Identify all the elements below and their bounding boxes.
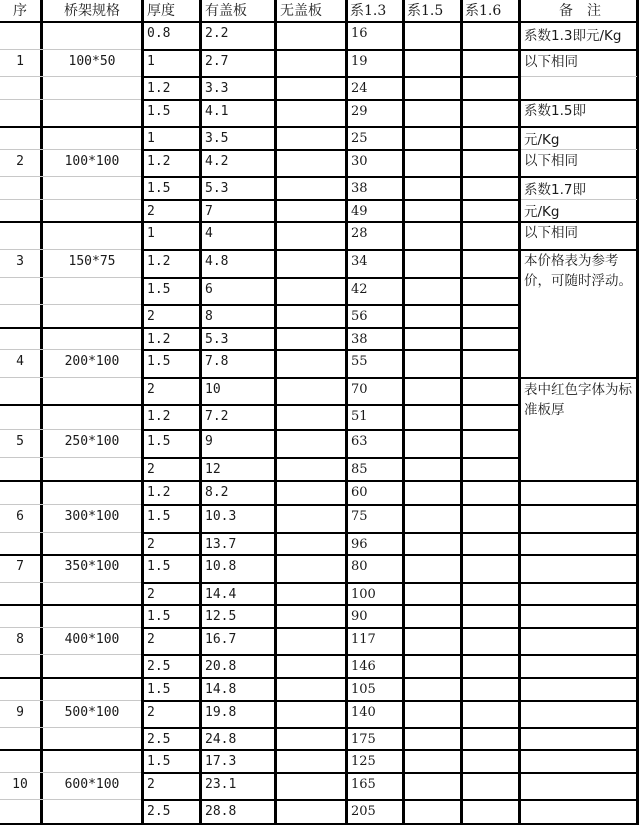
thickness-cell: 1.5 <box>147 609 171 624</box>
with-cover-cell: 2.7 <box>205 54 229 69</box>
seq-cell: 3 <box>16 254 24 269</box>
coef-1-3-cell: 75 <box>351 509 368 524</box>
spec-cell: 250*100 <box>64 434 120 449</box>
grid-line <box>0 49 141 50</box>
grid-line <box>518 554 639 556</box>
coef-1-3-cell: 51 <box>351 409 368 424</box>
thickness-cell: 1.5 <box>147 682 171 697</box>
grid-line <box>518 176 639 178</box>
coef-1-3-cell: 80 <box>351 559 368 574</box>
grid-line <box>518 604 639 606</box>
header-without-cover: 无盖板 <box>280 3 322 19</box>
with-cover-cell: 14.4 <box>205 587 237 602</box>
coef-1-3-cell: 165 <box>351 777 376 792</box>
header-with-cover: 有盖板 <box>205 3 247 19</box>
grid-line <box>518 654 639 656</box>
spec-cell: 400*100 <box>64 632 120 647</box>
grid-line <box>518 627 639 629</box>
grid-line <box>0 700 141 701</box>
thickness-cell: 1 <box>147 54 155 69</box>
thickness-cell: 1 <box>147 226 155 241</box>
grid-line <box>518 480 639 482</box>
grid-line <box>518 749 639 751</box>
grid-line <box>141 249 520 251</box>
header-coef-1-3: 系1.3 <box>350 3 387 19</box>
thickness-cell: 1 <box>147 131 155 146</box>
grid-line <box>0 582 141 583</box>
coef-1-3-cell: 117 <box>351 632 376 647</box>
coef-1-3-cell: 38 <box>351 181 368 196</box>
spec-cell: 350*100 <box>64 559 120 574</box>
grid-line <box>0 349 141 350</box>
grid-line <box>0 99 141 100</box>
coef-1-3-cell: 16 <box>351 26 368 41</box>
thickness-cell: 2.5 <box>147 659 171 674</box>
coef-1-3-cell: 105 <box>351 682 376 697</box>
thickness-cell: 1.2 <box>147 81 171 96</box>
with-cover-cell: 4.2 <box>205 154 229 169</box>
grid-line <box>141 554 520 556</box>
spec-cell: 200*100 <box>64 354 120 369</box>
with-cover-cell: 6 <box>205 282 213 297</box>
grid-line <box>141 349 520 351</box>
grid-line <box>0 554 142 556</box>
grid-line <box>0 677 142 679</box>
grid-line <box>0 277 141 278</box>
grid-line <box>518 377 639 379</box>
grid-line <box>141 327 520 329</box>
grid-line <box>0 480 142 482</box>
grid-line <box>141 76 520 78</box>
thickness-cell: 2 <box>147 587 155 602</box>
spec-cell: 600*100 <box>64 777 120 792</box>
header-spec: 桥架规格 <box>64 3 120 19</box>
thickness-cell: 2 <box>147 537 155 552</box>
thickness-cell: 2.5 <box>147 804 171 819</box>
thickness-cell: 1.2 <box>147 332 171 347</box>
with-cover-cell: 24.8 <box>205 732 237 747</box>
coef-1-3-cell: 175 <box>351 732 376 747</box>
with-cover-cell: 5.3 <box>205 332 229 347</box>
coef-1-3-cell: 125 <box>351 754 376 769</box>
grid-line <box>518 126 639 128</box>
spec-cell: 100*100 <box>64 154 120 169</box>
grid-line <box>141 221 520 223</box>
grid-line <box>518 99 639 101</box>
grid-line <box>0 457 141 458</box>
coef-1-3-cell: 96 <box>351 537 368 552</box>
grid-line <box>518 249 639 251</box>
with-cover-cell: 23.1 <box>205 777 237 792</box>
grid-line <box>0 429 141 430</box>
grid-line <box>518 221 639 223</box>
thickness-cell: 1.2 <box>147 485 171 500</box>
coef-1-3-cell: 49 <box>351 204 368 219</box>
grid-line <box>0 176 141 177</box>
grid-line <box>141 199 520 201</box>
spec-cell: 100*50 <box>68 54 116 69</box>
seq-cell: 5 <box>16 434 24 449</box>
grid-line <box>518 49 639 51</box>
seq-cell: 2 <box>16 154 24 169</box>
header-coef-1-5: 系1.5 <box>407 3 444 19</box>
with-cover-cell: 16.7 <box>205 632 237 647</box>
remark-10: 表中红色字体为标准板厚 <box>524 382 632 418</box>
thickness-cell: 1.2 <box>147 254 171 269</box>
grid-line <box>0 504 141 505</box>
thickness-cell: 2.5 <box>147 732 171 747</box>
coef-1-3-cell: 146 <box>351 659 376 674</box>
coef-1-3-cell: 205 <box>351 804 376 819</box>
seq-cell: 7 <box>16 559 24 574</box>
grid-line <box>141 654 520 656</box>
thickness-cell: 2 <box>147 204 155 219</box>
grid-line <box>141 799 520 801</box>
grid-line <box>0 654 141 655</box>
grid-line <box>518 582 639 584</box>
grid-line <box>518 532 639 534</box>
with-cover-cell: 20.8 <box>205 659 237 674</box>
grid-line <box>0 304 141 305</box>
coef-1-3-cell: 100 <box>351 587 376 602</box>
grid-line <box>0 126 142 128</box>
grid-line <box>518 677 639 679</box>
grid-line <box>0 404 142 406</box>
grid-line <box>141 772 520 774</box>
with-cover-cell: 4 <box>205 226 213 241</box>
with-cover-cell: 4.8 <box>205 254 229 269</box>
seq-cell: 10 <box>12 777 28 792</box>
with-cover-cell: 5.3 <box>205 181 229 196</box>
thickness-cell: 1.5 <box>147 434 171 449</box>
grid-line <box>0 749 142 751</box>
coef-1-3-cell: 42 <box>351 282 368 297</box>
grid-line <box>141 727 520 729</box>
with-cover-cell: 14.8 <box>205 682 237 697</box>
grid-line <box>141 457 520 459</box>
grid-line <box>141 627 520 629</box>
grid-line <box>0 532 141 533</box>
thickness-cell: 2 <box>147 777 155 792</box>
grid-line <box>141 304 520 306</box>
grid-line <box>521 199 637 200</box>
with-cover-cell: 13.7 <box>205 537 237 552</box>
thickness-cell: 1.5 <box>147 104 171 119</box>
thickness-cell: 1.5 <box>147 354 171 369</box>
seq-cell: 8 <box>16 632 24 647</box>
seq-cell: 9 <box>16 705 24 720</box>
thickness-cell: 0.8 <box>147 26 171 41</box>
remark-7: 元/Kg <box>524 204 560 220</box>
thickness-cell: 2 <box>147 382 155 397</box>
remark-3: 系数1.5即 <box>524 103 586 119</box>
thickness-cell: 1.5 <box>147 754 171 769</box>
coef-1-3-cell: 90 <box>351 609 368 624</box>
remark-2: 以下相同 <box>524 54 578 70</box>
grid-line <box>0 799 141 800</box>
spec-cell: 300*100 <box>64 509 120 524</box>
with-cover-cell: 19.8 <box>205 705 237 720</box>
grid-line <box>0 627 141 628</box>
coef-1-3-cell: 30 <box>351 154 368 169</box>
with-cover-cell: 7.8 <box>205 354 229 369</box>
grid-line <box>518 700 639 702</box>
remark-1: 系数1.3即元/Kg <box>524 28 622 44</box>
grid-line <box>518 772 639 774</box>
grid-line <box>141 700 520 702</box>
header-thickness: 厚度 <box>147 3 175 19</box>
with-cover-cell: 7 <box>205 204 213 219</box>
coef-1-3-cell: 70 <box>351 382 368 397</box>
grid-line <box>141 677 520 679</box>
with-cover-cell: 9 <box>205 434 213 449</box>
thickness-cell: 2 <box>147 705 155 720</box>
coef-1-3-cell: 55 <box>351 354 368 369</box>
grid-line <box>0 199 141 200</box>
coef-1-3-cell: 29 <box>351 104 368 119</box>
remark-9: 本价格表为参考价，可随时浮动。 <box>524 253 632 289</box>
grid-line <box>141 504 520 506</box>
grid-line <box>518 799 639 801</box>
grid-line <box>0 772 141 773</box>
coef-1-3-cell: 85 <box>351 462 368 477</box>
grid-line <box>518 504 639 506</box>
grid-line <box>0 221 142 223</box>
grid-line <box>521 76 637 77</box>
grid-line <box>0 377 141 378</box>
thickness-cell: 1.5 <box>147 282 171 297</box>
grid-line <box>521 149 637 150</box>
header-remarks: 备 注 <box>559 3 601 19</box>
with-cover-cell: 4.1 <box>205 104 229 119</box>
seq-cell: 1 <box>16 54 24 69</box>
coef-1-3-cell: 38 <box>351 332 368 347</box>
grid-line <box>141 429 520 431</box>
grid-line <box>141 176 520 178</box>
remark-8: 以下相同 <box>524 225 578 241</box>
with-cover-cell: 17.3 <box>205 754 237 769</box>
grid-line <box>0 249 141 250</box>
coef-1-3-cell: 34 <box>351 254 368 269</box>
coef-1-3-cell: 140 <box>351 705 376 720</box>
grid-line <box>0 604 142 606</box>
with-cover-cell: 8 <box>205 309 213 324</box>
grid-line <box>0 149 141 150</box>
coef-1-3-cell: 25 <box>351 131 368 146</box>
coef-1-3-cell: 56 <box>351 309 368 324</box>
remark-4: 元/Kg <box>524 132 560 148</box>
grid-line <box>141 49 520 51</box>
header-seq: 序 <box>13 3 27 19</box>
seq-cell: 4 <box>16 354 24 369</box>
grid-line <box>141 126 520 128</box>
coef-1-3-cell: 19 <box>351 54 368 69</box>
remark-5: 以下相同 <box>524 153 578 169</box>
coef-1-3-cell: 28 <box>351 226 368 241</box>
thickness-cell: 1.5 <box>147 181 171 196</box>
grid-line <box>141 21 520 23</box>
thickness-cell: 1.2 <box>147 409 171 424</box>
coef-1-3-cell: 63 <box>351 434 368 449</box>
grid-line <box>141 480 520 482</box>
coef-1-3-cell: 60 <box>351 485 368 500</box>
with-cover-cell: 10.3 <box>205 509 237 524</box>
grid-line <box>518 727 639 729</box>
thickness-cell: 1.5 <box>147 509 171 524</box>
grid-line <box>141 149 520 151</box>
grid-line <box>141 404 520 406</box>
with-cover-cell: 12 <box>205 462 221 477</box>
with-cover-cell: 28.8 <box>205 804 237 819</box>
grid-line <box>141 582 520 584</box>
with-cover-cell: 3.3 <box>205 81 229 96</box>
thickness-cell: 1.5 <box>147 559 171 574</box>
grid-line <box>141 99 520 101</box>
header-coef-1-6: 系1.6 <box>465 3 502 19</box>
grid-line <box>141 532 520 534</box>
thickness-cell: 2 <box>147 632 155 647</box>
grid-line <box>141 604 520 606</box>
remark-6: 系数1.7即 <box>524 182 586 198</box>
grid-line <box>141 749 520 751</box>
grid-line <box>0 76 141 77</box>
with-cover-cell: 3.5 <box>205 131 229 146</box>
spec-cell: 150*75 <box>68 254 116 269</box>
with-cover-cell: 2.2 <box>205 26 229 41</box>
thickness-cell: 2 <box>147 309 155 324</box>
grid-line <box>0 727 141 728</box>
grid-line <box>0 21 142 23</box>
seq-cell: 6 <box>16 509 24 524</box>
grid-line <box>518 21 639 23</box>
thickness-cell: 1.2 <box>147 154 171 169</box>
spec-cell: 500*100 <box>64 705 120 720</box>
with-cover-cell: 8.2 <box>205 485 229 500</box>
grid-line <box>0 327 142 329</box>
with-cover-cell: 7.2 <box>205 409 229 424</box>
with-cover-cell: 10.8 <box>205 559 237 574</box>
coef-1-3-cell: 24 <box>351 81 368 96</box>
grid-line <box>141 377 520 379</box>
grid-line <box>141 277 520 279</box>
with-cover-cell: 10 <box>205 382 221 397</box>
thickness-cell: 2 <box>147 462 155 477</box>
with-cover-cell: 12.5 <box>205 609 237 624</box>
